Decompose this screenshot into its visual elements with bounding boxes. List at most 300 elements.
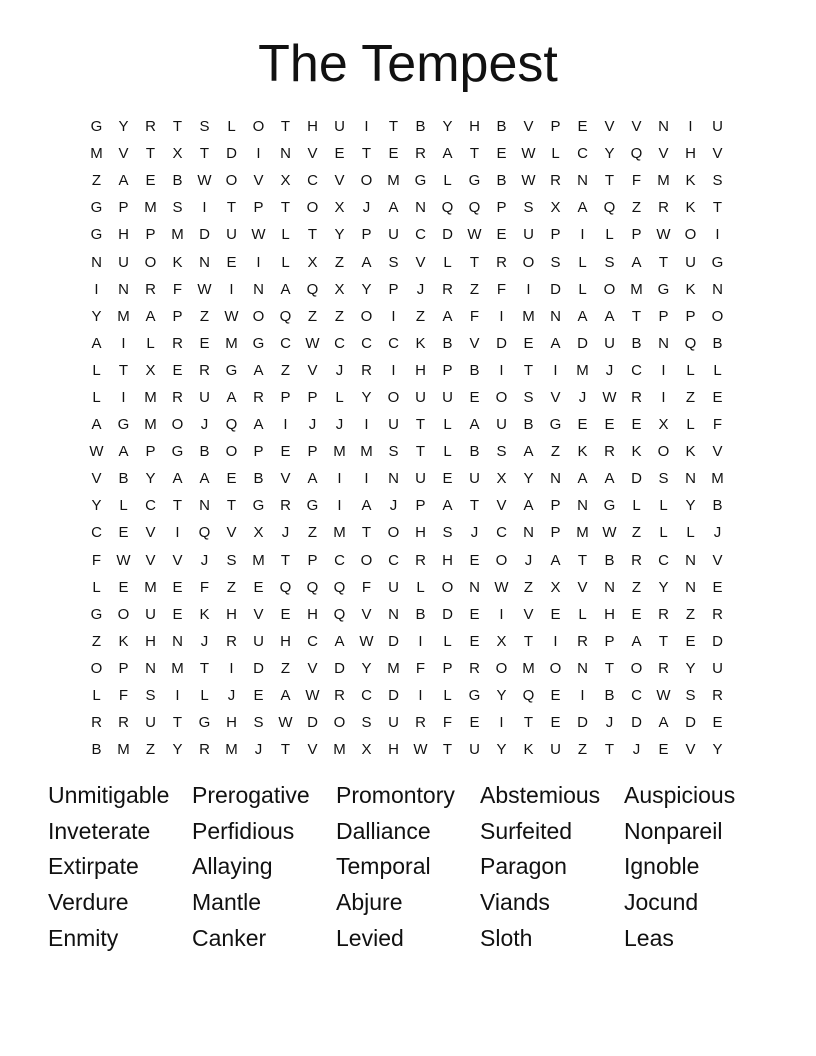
grid-letter: R xyxy=(415,714,426,732)
grid-letter: H xyxy=(307,605,318,623)
grid-letter: A xyxy=(469,416,480,434)
grid-letter: G xyxy=(252,497,265,515)
grid-letter: O xyxy=(711,307,724,325)
grid-letter: T xyxy=(199,659,210,677)
grid-letter: U xyxy=(469,470,480,488)
grid-letter: V xyxy=(469,334,480,352)
grid-letter: I xyxy=(553,632,558,650)
grid-letter: L xyxy=(443,687,452,705)
grid-letter: W xyxy=(116,551,131,569)
grid-letter: E xyxy=(388,145,399,163)
letter-grid xyxy=(83,113,731,763)
grid-letter: Z xyxy=(226,578,237,596)
word-list-item: Promontory xyxy=(336,782,455,809)
grid-letter: E xyxy=(334,145,345,163)
grid-letter: V xyxy=(550,388,561,406)
grid-letter: O xyxy=(495,388,508,406)
grid-letter: Y xyxy=(361,659,372,677)
word-list-item: Dalliance xyxy=(336,817,431,844)
grid-letter: C xyxy=(361,334,372,352)
grid-letter: T xyxy=(577,551,588,569)
word-list-item: Extirpate xyxy=(48,853,139,880)
grid-letter: Z xyxy=(685,388,696,406)
grid-letter: B xyxy=(604,687,615,705)
grid-letter: Z xyxy=(307,307,318,325)
grid-letter: O xyxy=(225,172,238,190)
grid-letter: U xyxy=(496,416,507,434)
grid-letter: M xyxy=(576,361,589,379)
grid-letter: C xyxy=(658,551,669,569)
grid-letter: B xyxy=(172,172,183,190)
grid-letter: P xyxy=(118,659,129,677)
grid-letter: T xyxy=(523,632,534,650)
grid-letter: J xyxy=(470,524,479,542)
grid-letter: L xyxy=(605,226,614,244)
grid-letter: A xyxy=(550,551,561,569)
grid-letter: A xyxy=(118,172,129,190)
grid-letter: R xyxy=(712,687,723,705)
grid-letter: R xyxy=(415,145,426,163)
grid-letter: V xyxy=(577,578,588,596)
grid-letter: D xyxy=(226,145,237,163)
grid-letter: T xyxy=(361,145,372,163)
grid-letter: W xyxy=(278,714,293,732)
grid-letter: R xyxy=(658,199,669,217)
grid-letter: U xyxy=(469,741,480,759)
grid-letter: A xyxy=(604,470,615,488)
grid-letter: R xyxy=(658,659,669,677)
grid-letter: W xyxy=(521,145,536,163)
grid-letter: I xyxy=(337,497,342,515)
grid-letter: D xyxy=(253,659,264,677)
grid-letter: U xyxy=(712,118,723,136)
grid-letter: C xyxy=(307,632,318,650)
grid-letter: A xyxy=(442,497,453,515)
grid-letter: T xyxy=(280,118,291,136)
grid-letter: V xyxy=(91,470,102,488)
word-list-item: Verdure xyxy=(48,889,129,916)
grid-letter: Z xyxy=(199,307,210,325)
grid-letter: I xyxy=(688,118,693,136)
grid-letter: G xyxy=(414,172,427,190)
grid-letter: O xyxy=(360,172,373,190)
grid-letter: E xyxy=(226,470,237,488)
grid-letter: T xyxy=(280,199,291,217)
grid-letter: A xyxy=(226,388,237,406)
grid-letter: N xyxy=(550,470,561,488)
grid-letter: V xyxy=(604,118,615,136)
grid-letter: P xyxy=(631,226,642,244)
grid-letter: M xyxy=(117,741,130,759)
grid-letter: R xyxy=(577,632,588,650)
grid-letter: R xyxy=(361,361,372,379)
grid-letter: V xyxy=(415,253,426,271)
grid-letter: B xyxy=(712,497,723,515)
grid-letter: C xyxy=(361,687,372,705)
grid-letter: B xyxy=(91,741,102,759)
grid-letter: D xyxy=(631,470,642,488)
grid-letter: D xyxy=(496,334,507,352)
word-list-item: Enmity xyxy=(48,924,119,951)
grid-letter: M xyxy=(360,443,373,461)
grid-letter: Q xyxy=(333,605,346,623)
grid-letter: V xyxy=(712,145,723,163)
grid-letter: J xyxy=(389,497,398,515)
word-list-item: Jocund xyxy=(624,889,699,916)
grid-letter: N xyxy=(388,470,399,488)
grid-letter: W xyxy=(494,578,509,596)
grid-letter: H xyxy=(604,605,615,623)
grid-letter: M xyxy=(333,524,346,542)
grid-letter: I xyxy=(202,199,207,217)
grid-letter: V xyxy=(280,470,291,488)
grid-letter: M xyxy=(144,199,157,217)
grid-letter: I xyxy=(499,307,504,325)
grid-letter: A xyxy=(631,632,642,650)
grid-letter: W xyxy=(305,687,320,705)
grid-letter: B xyxy=(523,416,534,434)
grid-letter: B xyxy=(253,470,264,488)
grid-letter: O xyxy=(495,551,508,569)
grid-letter: P xyxy=(145,226,156,244)
grid-letter: J xyxy=(524,551,533,569)
grid-letter: I xyxy=(94,280,99,298)
grid-letter: S xyxy=(388,253,399,271)
grid-letter: F xyxy=(199,578,210,596)
grid-letter: M xyxy=(252,551,265,569)
grid-letter: O xyxy=(306,199,319,217)
grid-letter: O xyxy=(252,307,265,325)
grid-letter: I xyxy=(391,307,396,325)
grid-letter: D xyxy=(388,632,399,650)
grid-letter: Q xyxy=(198,524,211,542)
grid-letter: T xyxy=(388,118,399,136)
grid-letter: I xyxy=(256,253,261,271)
grid-letter: E xyxy=(199,334,210,352)
grid-letter: B xyxy=(469,361,480,379)
grid-letter: N xyxy=(658,334,669,352)
grid-letter: V xyxy=(685,741,696,759)
grid-letter: V xyxy=(712,551,723,569)
grid-letter: F xyxy=(712,416,723,434)
grid-letter: C xyxy=(307,172,318,190)
grid-letter: I xyxy=(364,470,369,488)
grid-letter: S xyxy=(550,253,561,271)
grid-letter: L xyxy=(686,416,695,434)
grid-letter: N xyxy=(685,578,696,596)
word-list-item: Canker xyxy=(192,924,267,951)
grid-letter: W xyxy=(656,687,671,705)
grid-letter: U xyxy=(253,632,264,650)
grid-letter: F xyxy=(361,578,372,596)
grid-letter: G xyxy=(90,605,103,623)
grid-letter: O xyxy=(684,226,697,244)
grid-letter: M xyxy=(387,659,400,677)
grid-letter: I xyxy=(175,687,180,705)
grid-letter: O xyxy=(603,280,616,298)
grid-letter: S xyxy=(685,687,696,705)
grid-letter: C xyxy=(415,226,426,244)
grid-letter: R xyxy=(442,280,453,298)
grid-letter: M xyxy=(657,172,670,190)
grid-letter: K xyxy=(685,199,696,217)
word-list-item: Leas xyxy=(624,924,674,951)
grid-letter: W xyxy=(197,280,212,298)
grid-letter: B xyxy=(415,605,426,623)
grid-letter: C xyxy=(631,687,642,705)
grid-letter: Z xyxy=(631,524,642,542)
grid-letter: L xyxy=(443,632,452,650)
grid-letter: O xyxy=(387,524,400,542)
grid-letter: M xyxy=(225,334,238,352)
grid-letter: O xyxy=(360,551,373,569)
grid-letter: Q xyxy=(603,199,616,217)
grid-letter: Y xyxy=(712,741,723,759)
grid-letter: T xyxy=(658,632,669,650)
grid-letter: K xyxy=(685,172,696,190)
grid-letter: P xyxy=(550,226,561,244)
grid-letter: Q xyxy=(306,280,319,298)
word-list-item: Perfidious xyxy=(192,817,295,844)
grid-letter: Z xyxy=(334,253,345,271)
grid-letter: C xyxy=(334,551,345,569)
grid-letter: W xyxy=(467,226,482,244)
grid-letter: M xyxy=(333,741,346,759)
grid-letter: I xyxy=(526,280,531,298)
grid-letter: O xyxy=(522,253,535,271)
grid-letter: J xyxy=(308,416,317,434)
grid-letter: U xyxy=(388,416,399,434)
word-list-item: Sloth xyxy=(480,924,533,951)
grid-letter: A xyxy=(550,334,561,352)
grid-letter: T xyxy=(631,307,642,325)
grid-letter: X xyxy=(550,199,561,217)
grid-letter: Y xyxy=(91,497,102,515)
word-list-item: Allaying xyxy=(192,853,273,880)
grid-letter: T xyxy=(658,253,669,271)
grid-letter: T xyxy=(226,199,237,217)
grid-letter: E xyxy=(280,443,291,461)
grid-letter: E xyxy=(172,578,183,596)
grid-letter: P xyxy=(253,443,264,461)
grid-letter: U xyxy=(604,334,615,352)
grid-letter: M xyxy=(144,416,157,434)
grid-letter: S xyxy=(604,253,615,271)
grid-letter: M xyxy=(711,470,724,488)
grid-letter: T xyxy=(469,253,480,271)
grid-letter: C xyxy=(577,145,588,163)
grid-letter: G xyxy=(549,416,562,434)
grid-letter: O xyxy=(90,659,103,677)
grid-letter: I xyxy=(499,361,504,379)
grid-letter: U xyxy=(388,226,399,244)
grid-letter: T xyxy=(523,714,534,732)
grid-letter: H xyxy=(415,524,426,542)
grid-letter: S xyxy=(442,524,453,542)
grid-letter: A xyxy=(631,253,642,271)
grid-letter: V xyxy=(658,145,669,163)
grid-letter: N xyxy=(577,172,588,190)
grid-letter: Q xyxy=(279,307,292,325)
grid-letter: L xyxy=(659,524,668,542)
grid-letter: S xyxy=(361,714,372,732)
grid-letter: V xyxy=(145,551,156,569)
grid-letter: P xyxy=(658,307,669,325)
grid-letter: J xyxy=(227,687,236,705)
grid-letter: L xyxy=(227,118,236,136)
grid-letter: J xyxy=(200,632,209,650)
grid-letter: Y xyxy=(496,687,507,705)
grid-letter: J xyxy=(335,416,344,434)
grid-letter: X xyxy=(334,199,345,217)
grid-letter: I xyxy=(121,334,126,352)
grid-letter: W xyxy=(413,741,428,759)
grid-letter: T xyxy=(199,145,210,163)
grid-letter: P xyxy=(118,199,129,217)
grid-letter: L xyxy=(578,280,587,298)
grid-letter: Q xyxy=(279,578,292,596)
grid-letter: G xyxy=(468,172,481,190)
grid-letter: Q xyxy=(468,199,481,217)
grid-letter: Q xyxy=(684,334,697,352)
grid-letter: J xyxy=(200,551,209,569)
grid-letter: E xyxy=(469,632,480,650)
grid-letter: V xyxy=(361,605,372,623)
grid-letter: P xyxy=(280,388,291,406)
grid-letter: A xyxy=(388,199,399,217)
grid-letter: I xyxy=(580,687,585,705)
grid-letter: V xyxy=(307,361,318,379)
grid-letter: D xyxy=(388,687,399,705)
grid-letter: X xyxy=(280,172,291,190)
grid-letter: T xyxy=(361,524,372,542)
grid-letter: B xyxy=(199,443,210,461)
grid-letter: W xyxy=(89,443,104,461)
grid-letter: G xyxy=(117,416,130,434)
grid-letter: O xyxy=(387,388,400,406)
grid-letter: W xyxy=(521,172,536,190)
grid-letter: A xyxy=(199,470,210,488)
grid-letter: W xyxy=(305,334,320,352)
grid-letter: I xyxy=(553,361,558,379)
grid-letter: H xyxy=(415,361,426,379)
grid-letter: R xyxy=(631,388,642,406)
grid-letter: L xyxy=(92,578,101,596)
grid-letter: T xyxy=(604,659,615,677)
grid-letter: F xyxy=(91,551,102,569)
grid-letter: J xyxy=(281,524,290,542)
grid-letter: E xyxy=(577,118,588,136)
word-list-item: Prerogative xyxy=(192,782,310,809)
grid-letter: B xyxy=(712,334,723,352)
grid-letter: X xyxy=(172,145,183,163)
grid-letter: O xyxy=(171,416,184,434)
grid-letter: O xyxy=(252,118,265,136)
grid-letter: G xyxy=(90,199,103,217)
grid-letter: Z xyxy=(577,741,588,759)
grid-letter: G xyxy=(252,334,265,352)
grid-letter: T xyxy=(307,226,318,244)
grid-letter: X xyxy=(658,416,669,434)
grid-letter: X xyxy=(550,578,561,596)
grid-letter: E xyxy=(118,578,129,596)
grid-letter: R xyxy=(145,118,156,136)
grid-letter: Y xyxy=(334,226,345,244)
grid-letter: F xyxy=(496,280,507,298)
grid-letter: H xyxy=(442,551,453,569)
grid-letter: R xyxy=(550,172,561,190)
grid-letter: K xyxy=(523,741,534,759)
grid-letter: L xyxy=(92,388,101,406)
grid-letter: E xyxy=(145,172,156,190)
grid-letter: T xyxy=(226,497,237,515)
grid-letter: Y xyxy=(172,741,183,759)
grid-letter: Y xyxy=(361,280,372,298)
grid-letter: K xyxy=(577,443,588,461)
grid-letter: M xyxy=(171,226,184,244)
grid-letter: U xyxy=(523,226,534,244)
grid-letter: U xyxy=(199,388,210,406)
grid-letter: N xyxy=(523,524,534,542)
grid-letter: T xyxy=(172,118,183,136)
grid-letter: E xyxy=(712,578,723,596)
grid-letter: P xyxy=(361,226,372,244)
grid-letter: M xyxy=(225,741,238,759)
grid-letter: R xyxy=(199,361,210,379)
grid-letter: H xyxy=(280,632,291,650)
grid-letter: I xyxy=(229,659,234,677)
grid-letter: V xyxy=(496,497,507,515)
grid-letter: G xyxy=(225,361,238,379)
grid-letter: P xyxy=(307,388,318,406)
grid-letter: K xyxy=(685,280,696,298)
grid-letter: L xyxy=(578,253,587,271)
grid-letter: L xyxy=(200,687,209,705)
grid-letter: I xyxy=(580,226,585,244)
grid-letter: E xyxy=(712,388,723,406)
grid-letter: L xyxy=(119,497,128,515)
grid-letter: I xyxy=(364,416,369,434)
word-list-item: Unmitigable xyxy=(48,782,170,809)
grid-letter: I xyxy=(418,632,423,650)
grid-letter: Y xyxy=(496,741,507,759)
grid-letter: M xyxy=(387,172,400,190)
grid-letter: Z xyxy=(550,443,561,461)
grid-letter: M xyxy=(90,145,103,163)
grid-letter: H xyxy=(469,118,480,136)
grid-letter: S xyxy=(199,118,210,136)
grid-letter: X xyxy=(496,632,507,650)
grid-letter: N xyxy=(415,199,426,217)
grid-letter: Q xyxy=(522,687,535,705)
grid-letter: I xyxy=(364,118,369,136)
grid-letter: E xyxy=(658,741,669,759)
grid-letter: O xyxy=(225,443,238,461)
grid-letter: E xyxy=(685,632,696,650)
grid-letter: M xyxy=(117,307,130,325)
grid-letter: E xyxy=(280,605,291,623)
grid-letter: Q xyxy=(630,145,643,163)
grid-letter: X xyxy=(496,470,507,488)
grid-letter: L xyxy=(659,497,668,515)
grid-letter: A xyxy=(280,687,291,705)
grid-letter: U xyxy=(712,659,723,677)
grid-letter: F xyxy=(172,280,183,298)
grid-letter: B xyxy=(442,334,453,352)
grid-letter: V xyxy=(307,659,318,677)
grid-letter: P xyxy=(550,497,561,515)
grid-letter: A xyxy=(253,416,264,434)
